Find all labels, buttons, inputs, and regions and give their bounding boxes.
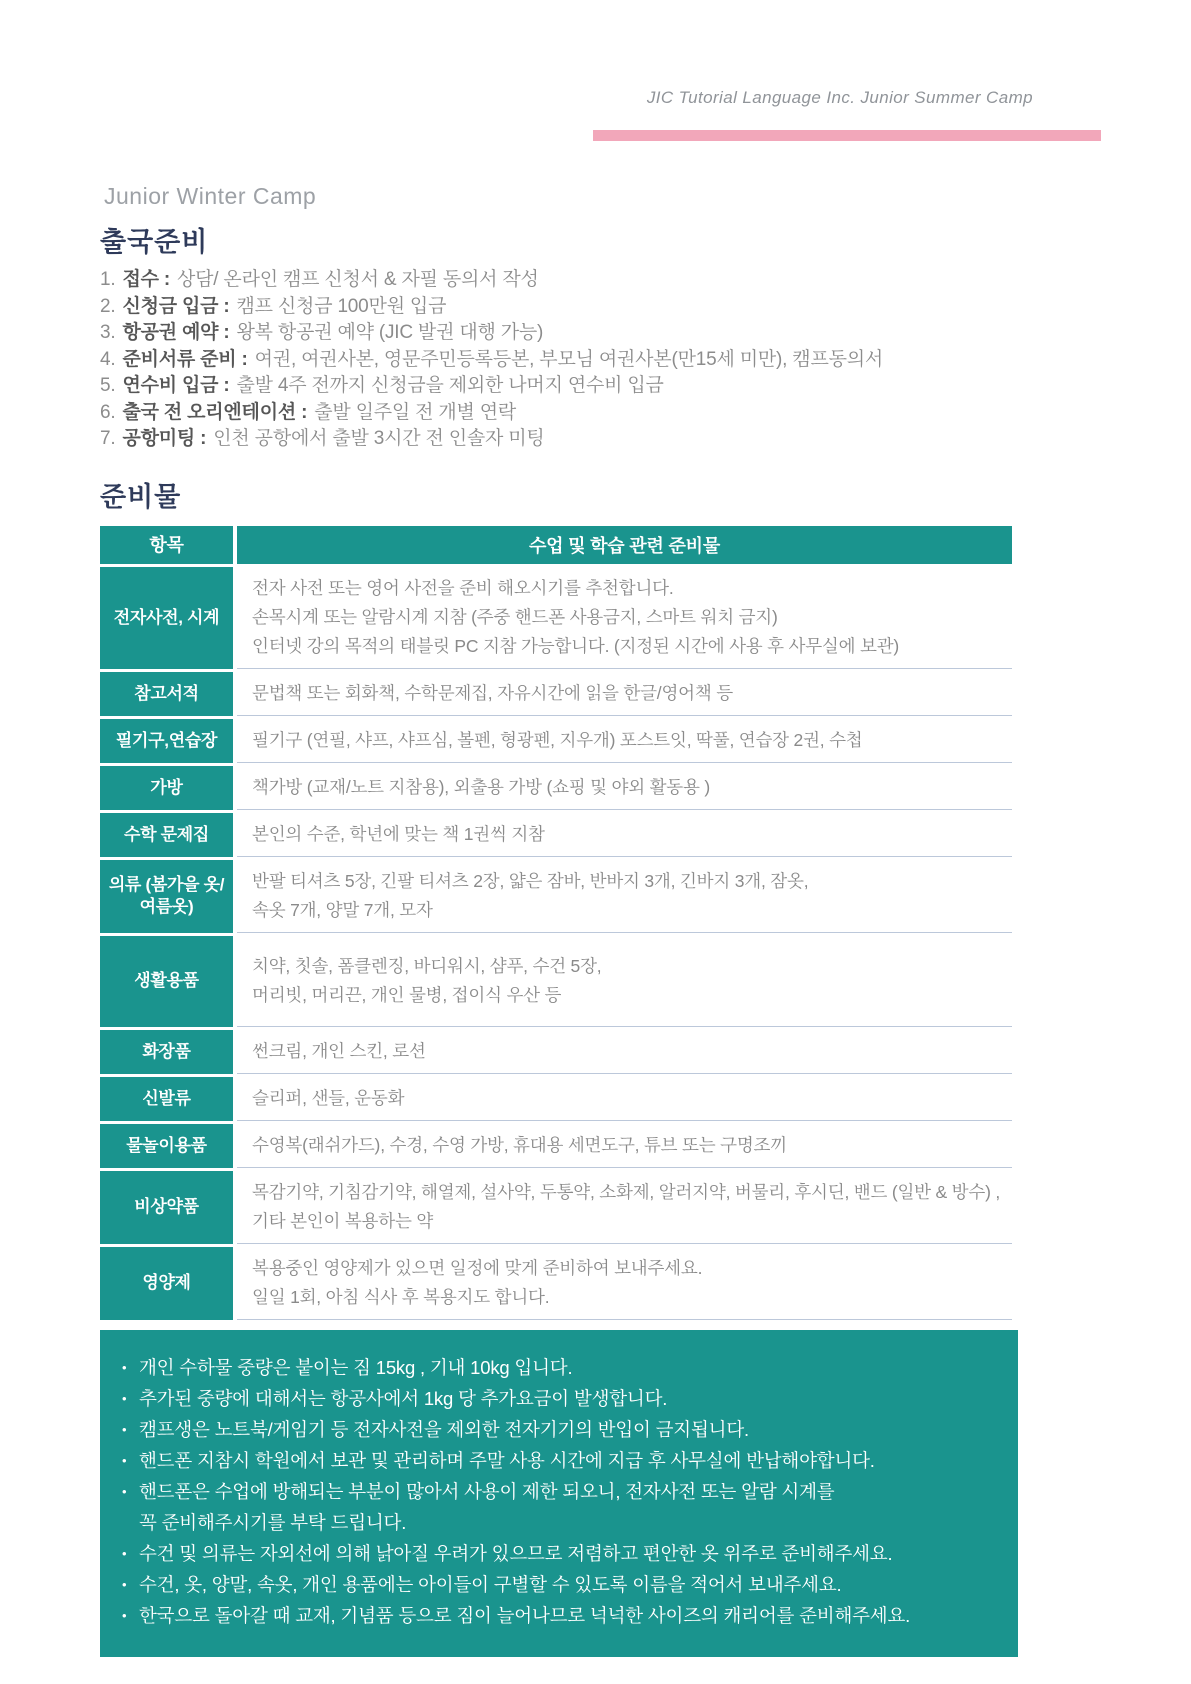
table-detail-line: 슬리퍼, 샌들, 운동화 bbox=[252, 1087, 405, 1108]
note-text: 한국으로 돌아갈 때 교재, 기념품 등으로 짐이 늘어나므로 넉넉한 사이즈의 캐리어를 준비해주세요. bbox=[139, 1604, 911, 1626]
note-line bbox=[122, 1538, 1002, 1569]
departure-steps-list bbox=[100, 267, 1018, 453]
table-row bbox=[100, 1077, 1012, 1121]
note-text: 수건, 옷, 양말, 속옷, 개인 용품에는 아이들이 구별할 수 있도록 이름을 적어서 보내주세요. bbox=[139, 1573, 842, 1595]
step-number: 4. bbox=[100, 348, 116, 370]
table-header-item: 항목 bbox=[100, 526, 233, 564]
table-detail-line: 복용중인 영양제가 있으면 일정에 맞게 준비하여 보내주세요. bbox=[252, 1257, 703, 1278]
table-detail-line: 필기구 (연필, 샤프, 샤프심, 볼펜, 형광펜, 지우개) 포스트잇, 딱풀, 연습장 2권, 수첩 bbox=[252, 729, 863, 750]
step-label: 항공권 예약 : bbox=[122, 322, 230, 343]
bullet-icon: • bbox=[122, 1452, 127, 1468]
table-item-cell: 가방 bbox=[100, 766, 233, 810]
step-number: 7. bbox=[100, 428, 116, 449]
table-header-row bbox=[100, 526, 1012, 564]
table-detail-line: 인터넷 강의 목적의 태블릿 PC 지참 가능합니다. (지정된 시간에 사용 후 사무실에 보관) bbox=[252, 635, 900, 656]
table-row bbox=[100, 1030, 1012, 1074]
camp-subtitle: Junior Winter Camp bbox=[104, 183, 317, 209]
step-number: 1. bbox=[100, 269, 116, 290]
table-detail-cell bbox=[237, 1124, 1012, 1168]
table-detail-cell bbox=[237, 672, 1012, 716]
bullet-icon: • bbox=[122, 1576, 127, 1592]
table-detail-line: 일일 1회, 아침 식사 후 복용지도 합니다. bbox=[252, 1286, 550, 1307]
table-row bbox=[100, 1247, 1012, 1320]
table-item-cell: 물놀이용품 bbox=[100, 1124, 233, 1168]
note-text: 캠프생은 노트북/게임기 등 전자사전을 제외한 전자기기의 반입이 금지됩니다. bbox=[139, 1418, 749, 1440]
bullet-icon: • bbox=[122, 1390, 127, 1406]
company-tagline: JIC Tutorial Language Inc. Junior Summer Camp bbox=[646, 88, 1033, 107]
step-label: 공항미팅 : bbox=[122, 428, 207, 449]
table-row bbox=[100, 672, 1012, 716]
note-line bbox=[122, 1414, 1002, 1445]
table-row bbox=[100, 766, 1012, 810]
bullet-icon bbox=[122, 1507, 139, 1538]
table-detail-line: 기타 본인이 복용하는 약 bbox=[252, 1210, 434, 1231]
table-item-cell: 전자사전, 시계 bbox=[100, 567, 233, 669]
step-text: 출발 4주 전까지 신청금을 제외한 나머지 연수비 입금 bbox=[236, 375, 664, 396]
step-text: 캠프 신청금 100만원 입금 bbox=[236, 295, 447, 317]
supplies-table bbox=[100, 526, 1012, 1320]
table-detail-line: 수영복(래쉬가드), 수경, 수영 가방, 휴대용 세면도구, 튜브 또는 구명조끼 bbox=[252, 1134, 787, 1155]
note-line bbox=[122, 1445, 1002, 1476]
table-detail-line: 손목시계 또는 알람시계 지참 (주중 핸드폰 사용금지, 스마트 워치 금지) bbox=[252, 606, 778, 627]
table-detail-cell bbox=[237, 1247, 1012, 1320]
table-item-cell: 영양제 bbox=[100, 1247, 233, 1320]
table-detail-cell bbox=[237, 1077, 1012, 1121]
step-text: 여권, 여권사본, 영문주민등록등본, 부모님 여권사본(만15세 미만), 캠프동의서 bbox=[254, 348, 884, 370]
table-detail-line: 반팔 티셔츠 5장, 긴팔 티셔츠 2장, 얇은 잠바, 반바지 3개, 긴바지 3개, 잠옷, bbox=[252, 870, 809, 891]
table-row bbox=[100, 813, 1012, 857]
step-label: 신청금 입금 : bbox=[122, 295, 230, 317]
table-item-cell: 화장품 bbox=[100, 1030, 233, 1074]
step-label: 출국 전 오리엔테이션 : bbox=[122, 401, 308, 423]
bullet-icon: • bbox=[122, 1421, 127, 1437]
table-detail-line: 전자 사전 또는 영어 사전을 준비 해오시기를 추천합니다. bbox=[252, 577, 674, 598]
table-detail-line: 치약, 칫솔, 폼클렌징, 바디워시, 샴푸, 수건 5장, bbox=[252, 955, 602, 976]
step-text: 왕복 항공권 예약 (JIC 발권 대행 가능) bbox=[236, 322, 544, 343]
table-detail-line: 목감기약, 기침감기약, 해열제, 설사약, 두통약, 소화제, 알러지약, 버물리, 후시딘, 밴드 (일반 & 방수) , bbox=[252, 1181, 1001, 1202]
table-row bbox=[100, 1171, 1012, 1244]
table-detail-cell bbox=[237, 1171, 1012, 1244]
table-detail-line: 책가방 (교재/노트 지참용), 외출용 가방 (쇼핑 및 야외 활동용 ) bbox=[252, 776, 711, 797]
table-header-detail: 수업 및 학습 관련 준비물 bbox=[237, 526, 1012, 564]
table-detail-cell bbox=[237, 567, 1012, 669]
note-text: 수건 및 의류는 자외선에 의해 낡아질 우려가 있으므로 저렴하고 편안한 옷 위주로 준비해주세요. bbox=[139, 1542, 893, 1564]
table-item-cell: 수학 문제집 bbox=[100, 813, 233, 857]
table-detail-cell bbox=[237, 719, 1012, 763]
departure-section-title: 출국준비 bbox=[100, 227, 209, 257]
step-text: 인천 공항에서 출발 3시간 전 인솔자 미팅 bbox=[213, 428, 545, 449]
note-text: 핸드폰은 수업에 방해되는 부분이 많아서 사용이 제한 되오니, 전자사전 또는 알람 시계를 bbox=[139, 1480, 835, 1502]
note-line bbox=[122, 1352, 1002, 1383]
table-detail-cell bbox=[237, 936, 1012, 1027]
step-number: 6. bbox=[100, 401, 116, 423]
note-text: 꼭 준비해주시기를 부탁 드립니다. bbox=[139, 1511, 407, 1533]
note-line bbox=[122, 1507, 1002, 1538]
step-text: 상담/ 온라인 캠프 신청서 & 자필 동의서 작성 bbox=[176, 269, 539, 290]
list-item bbox=[100, 426, 1018, 453]
step-number: 2. bbox=[100, 295, 116, 317]
list-item bbox=[100, 320, 1018, 347]
table-detail-cell bbox=[237, 860, 1012, 933]
list-item bbox=[100, 373, 1018, 400]
table-item-cell: 신발류 bbox=[100, 1077, 233, 1121]
bullet-icon: • bbox=[122, 1607, 127, 1623]
bullet-icon: • bbox=[122, 1483, 127, 1499]
table-row bbox=[100, 1124, 1012, 1168]
table-row bbox=[100, 719, 1012, 763]
table-detail-cell bbox=[237, 813, 1012, 857]
table-detail-line: 머리빗, 머리끈, 개인 물병, 접이식 우산 등 bbox=[252, 984, 562, 1005]
table-item-cell: 의류 (봄가을 옷/ 여름옷) bbox=[100, 860, 233, 933]
table-detail-cell bbox=[237, 766, 1012, 810]
step-label: 연수비 입금 : bbox=[122, 375, 230, 396]
list-item bbox=[100, 400, 1018, 427]
note-text: 개인 수하물 중량은 붙이는 짐 15kg , 기내 10kg 입니다. bbox=[139, 1356, 573, 1378]
table-item-cell: 비상약품 bbox=[100, 1171, 233, 1244]
note-line bbox=[122, 1383, 1002, 1414]
table-detail-cell bbox=[237, 1030, 1012, 1074]
note-line bbox=[122, 1569, 1002, 1600]
list-item bbox=[100, 294, 1018, 321]
page-content bbox=[100, 0, 1018, 1657]
step-number: 5. bbox=[100, 375, 116, 396]
bullet-icon: • bbox=[122, 1545, 127, 1561]
table-detail-line: 본인의 수준, 학년에 맞는 책 1권씩 지참 bbox=[252, 823, 545, 844]
table-row bbox=[100, 860, 1012, 933]
table-detail-line: 속옷 7개, 양말 7개, 모자 bbox=[252, 899, 433, 920]
step-label: 접수 : bbox=[122, 269, 170, 290]
list-item bbox=[100, 267, 1018, 294]
step-number: 3. bbox=[100, 322, 116, 343]
supplies-section-title: 준비물 bbox=[100, 481, 182, 512]
table-detail-line: 문법책 또는 회화책, 수학문제집, 자유시간에 읽을 한글/영어책 등 bbox=[252, 682, 733, 703]
table-row bbox=[100, 567, 1012, 669]
table-row bbox=[100, 936, 1012, 1027]
table-item-cell: 참고서적 bbox=[100, 672, 233, 716]
step-label: 준비서류 준비 : bbox=[122, 348, 248, 370]
step-text: 출발 일주일 전 개별 연락 bbox=[314, 401, 517, 423]
note-line bbox=[122, 1600, 1002, 1631]
table-item-cell: 생활용품 bbox=[100, 936, 233, 1027]
note-text: 추가된 중량에 대해서는 항공사에서 1kg 당 추가요금이 발생합니다. bbox=[139, 1387, 668, 1409]
table-item-cell: 필기구,연습장 bbox=[100, 719, 233, 763]
note-text: 핸드폰 지참시 학원에서 보관 및 관리하며 주말 사용 시간에 지급 후 사무실에 반납해야합니다. bbox=[139, 1449, 875, 1471]
notes-box bbox=[100, 1330, 1018, 1657]
note-line bbox=[122, 1476, 1002, 1507]
table-detail-line: 썬크림, 개인 스킨, 로션 bbox=[252, 1040, 426, 1061]
bullet-icon: • bbox=[122, 1359, 127, 1375]
list-item bbox=[100, 347, 1018, 374]
